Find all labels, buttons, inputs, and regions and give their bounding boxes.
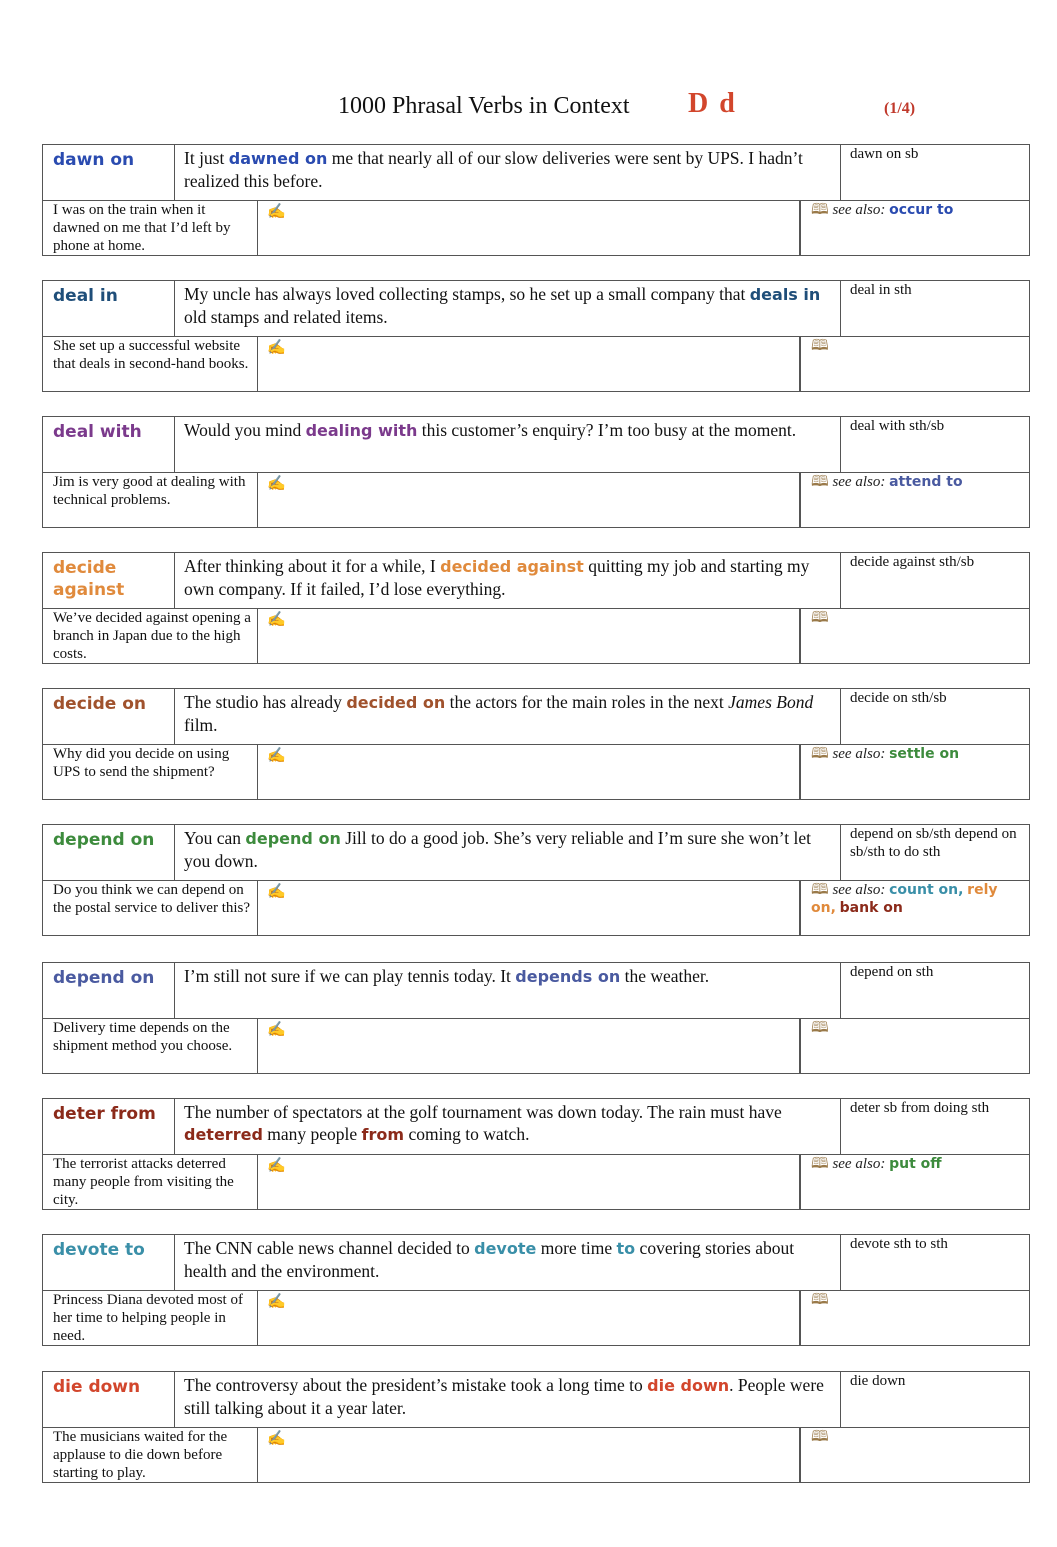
pencil-icon: ✍ bbox=[267, 1020, 286, 1038]
usage-pattern: dawn on sb bbox=[841, 144, 1030, 201]
sentence-text: coming to watch. bbox=[404, 1124, 530, 1144]
sentence-text: this customer’s enquiry? I’m too busy at the moment. bbox=[417, 420, 797, 440]
phrasal-verb: depend on bbox=[42, 962, 174, 1019]
highlighted-verb: depends on bbox=[515, 967, 621, 986]
sentence-text: . People were still talking about it a year later. bbox=[184, 1375, 824, 1418]
sentence-text: You can bbox=[184, 828, 246, 848]
sentence-text: film. bbox=[184, 715, 218, 735]
book-icon: 🕮 bbox=[811, 1429, 829, 1445]
see-also-verb[interactable]: rely on, bbox=[811, 882, 998, 916]
entry-0 bbox=[42, 144, 1030, 256]
entry-9 bbox=[42, 1371, 1030, 1483]
book-icon: 🕮 bbox=[811, 610, 829, 626]
see-also-verb[interactable]: bank on bbox=[839, 900, 903, 916]
entry-bottom-row bbox=[42, 337, 1030, 392]
entry-bottom-row bbox=[42, 201, 1030, 256]
pencil-icon: ✍ bbox=[267, 610, 286, 628]
see-also bbox=[800, 201, 1030, 256]
highlighted-verb: deterred bbox=[184, 1125, 263, 1144]
example-sentence: Why did you decide on using UPS to send the shipment? bbox=[42, 745, 257, 800]
see-also bbox=[800, 1019, 1030, 1074]
sentence-text: The CNN cable news channel decided to bbox=[184, 1238, 475, 1258]
example-sentence: We’ve decided against opening a branch in Japan due to the high costs. bbox=[42, 609, 257, 664]
entry-4 bbox=[42, 688, 1030, 800]
film-title: James Bond bbox=[728, 692, 814, 712]
see-also-verb[interactable]: count on, bbox=[889, 882, 964, 898]
pencil-icon: ✍ bbox=[267, 1429, 286, 1447]
sentence-text: the actors for the main roles in the next bbox=[445, 692, 729, 712]
entry-8 bbox=[42, 1234, 1030, 1346]
book-icon: 🕮 bbox=[811, 882, 829, 898]
see-also bbox=[800, 1291, 1030, 1346]
phrasal-verb: decide on bbox=[42, 688, 174, 745]
see-also-verb[interactable]: put off bbox=[889, 1156, 942, 1172]
see-also bbox=[800, 1428, 1030, 1483]
see-also-label: see also: bbox=[832, 882, 886, 898]
highlighted-verb: depend on bbox=[245, 829, 341, 848]
notes-field[interactable] bbox=[257, 609, 800, 664]
entry-bottom-row bbox=[42, 881, 1030, 936]
entry-bottom-row bbox=[42, 609, 1030, 664]
entry-top-row bbox=[42, 552, 1030, 609]
sentence-text: many people bbox=[262, 1124, 362, 1144]
entry-bottom-row bbox=[42, 1428, 1030, 1483]
pencil-icon: ✍ bbox=[267, 746, 286, 764]
highlighted-verb: dealing with bbox=[305, 421, 418, 440]
phrasal-verb: decide against bbox=[42, 552, 174, 609]
highlighted-verb: devote bbox=[474, 1239, 537, 1258]
context-sentence bbox=[174, 1234, 841, 1291]
book-icon: 🕮 bbox=[811, 202, 829, 218]
entry-top-row bbox=[42, 962, 1030, 1019]
usage-pattern: decide against sth/sb bbox=[841, 552, 1030, 609]
see-also bbox=[800, 881, 1030, 936]
pencil-icon: ✍ bbox=[267, 338, 286, 356]
see-also-label: see also: bbox=[832, 202, 886, 218]
entry-6 bbox=[42, 962, 1030, 1074]
context-sentence bbox=[174, 280, 841, 337]
pencil-icon: ✍ bbox=[267, 202, 286, 220]
see-also bbox=[800, 337, 1030, 392]
see-also-verb[interactable]: attend to bbox=[889, 474, 963, 490]
see-also bbox=[800, 1155, 1030, 1210]
phrasal-verb: deal in bbox=[42, 280, 174, 337]
entry-top-row bbox=[42, 280, 1030, 337]
phrasal-verb: die down bbox=[42, 1371, 174, 1428]
phrasal-verb: deal with bbox=[42, 416, 174, 473]
usage-pattern: deal in sth bbox=[841, 280, 1030, 337]
context-sentence bbox=[174, 1098, 841, 1155]
see-also-label: see also: bbox=[832, 746, 886, 762]
entry-top-row bbox=[42, 416, 1030, 473]
book-icon: 🕮 bbox=[811, 1292, 829, 1308]
context-sentence bbox=[174, 416, 841, 473]
entry-top-row bbox=[42, 1371, 1030, 1428]
pencil-icon: ✍ bbox=[267, 882, 286, 900]
entry-1 bbox=[42, 280, 1030, 392]
example-sentence: She set up a successful website that deals in second-hand books. bbox=[42, 337, 257, 392]
entry-top-row bbox=[42, 1098, 1030, 1155]
entry-bottom-row bbox=[42, 1155, 1030, 1210]
sentence-text: After thinking about it for a while, I bbox=[184, 556, 441, 576]
book-icon: 🕮 bbox=[811, 474, 829, 490]
phrasal-verb: dawn on bbox=[42, 144, 174, 201]
entry-top-row bbox=[42, 824, 1030, 881]
sentence-text: quitting my job and starting my own company. If it failed, I’d lose everything. bbox=[184, 556, 810, 599]
phrasal-verb: depend on bbox=[42, 824, 174, 881]
entry-bottom-row bbox=[42, 745, 1030, 800]
highlighted-verb: die down bbox=[647, 1376, 730, 1395]
sentence-text: Jill to do a good job. She’s very reliable and I’m sure she won’t let you down. bbox=[184, 828, 811, 871]
sentence-text: I’m still not sure if we can play tennis today. It bbox=[184, 966, 516, 986]
notes-field[interactable] bbox=[257, 881, 800, 936]
example-sentence: The terrorist attacks deterred many people from visiting the city. bbox=[42, 1155, 257, 1210]
context-sentence bbox=[174, 144, 841, 201]
pencil-icon: ✍ bbox=[267, 1292, 286, 1310]
example-sentence: Princess Diana devoted most of her time to helping people in need. bbox=[42, 1291, 257, 1346]
pencil-icon: ✍ bbox=[267, 474, 286, 492]
entry-bottom-row bbox=[42, 473, 1030, 528]
highlighted-verb: to bbox=[616, 1239, 636, 1258]
book-icon: 🕮 bbox=[811, 746, 829, 762]
book-icon: 🕮 bbox=[811, 1156, 829, 1172]
usage-pattern: depend on sth bbox=[841, 962, 1030, 1019]
page-number: (1/4) bbox=[884, 100, 916, 117]
sentence-text: the weather. bbox=[620, 966, 710, 986]
see-also bbox=[800, 473, 1030, 528]
see-also-label: see also: bbox=[832, 1156, 886, 1172]
notes-field[interactable] bbox=[257, 337, 800, 392]
phrasal-verb: deter from bbox=[42, 1098, 174, 1155]
title-letters: D d bbox=[688, 88, 737, 119]
example-sentence: Delivery time depends on the shipment method you choose. bbox=[42, 1019, 257, 1074]
notes-field[interactable] bbox=[257, 1428, 800, 1483]
highlighted-verb: deals in bbox=[749, 285, 821, 304]
sentence-text: Would you mind bbox=[184, 420, 306, 440]
sentence-text: The controversy about the president’s mistake took a long time to bbox=[184, 1375, 648, 1395]
sentence-text: more time bbox=[536, 1238, 617, 1258]
context-sentence bbox=[174, 688, 841, 745]
usage-pattern: deter sb from doing sth bbox=[841, 1098, 1030, 1155]
highlighted-verb: decided on bbox=[346, 693, 446, 712]
usage-pattern: decide on sth/sb bbox=[841, 688, 1030, 745]
sentence-text: old stamps and related items. bbox=[184, 307, 388, 327]
notes-field[interactable] bbox=[257, 1291, 800, 1346]
book-icon: 🕮 bbox=[811, 338, 829, 354]
notes-field[interactable] bbox=[257, 1155, 800, 1210]
example-sentence: I was on the train when it dawned on me that I’d left by phone at home. bbox=[42, 201, 257, 256]
see-also bbox=[800, 745, 1030, 800]
see-also bbox=[800, 609, 1030, 664]
entry-2 bbox=[42, 416, 1030, 528]
context-sentence bbox=[174, 552, 841, 609]
sentence-text: It just bbox=[184, 148, 229, 168]
usage-pattern: die down bbox=[841, 1371, 1030, 1428]
context-sentence bbox=[174, 1371, 841, 1428]
usage-pattern: deal with sth/sb bbox=[841, 416, 1030, 473]
see-also-verb[interactable]: settle on bbox=[889, 746, 960, 762]
notes-field[interactable] bbox=[257, 201, 800, 256]
example-sentence: The musicians waited for the applause to die down before starting to play. bbox=[42, 1428, 257, 1483]
phrasal-verb: devote to bbox=[42, 1234, 174, 1291]
sentence-text: The studio has already bbox=[184, 692, 347, 712]
sentence-text: The number of spectators at the golf tournament was down today. The rain must have bbox=[184, 1102, 782, 1122]
notes-field[interactable] bbox=[257, 473, 800, 528]
title-text: 1000 Phrasal Verbs in Context bbox=[338, 93, 630, 119]
sentence-text: me that nearly all of our slow deliveries were sent by UPS. I hadn’t realized this before. bbox=[184, 148, 803, 191]
notes-field[interactable] bbox=[257, 745, 800, 800]
entry-bottom-row bbox=[42, 1291, 1030, 1346]
entry-5 bbox=[42, 824, 1030, 936]
example-sentence: Jim is very good at dealing with technical problems. bbox=[42, 473, 257, 528]
context-sentence bbox=[174, 824, 841, 881]
example-sentence: Do you think we can depend on the postal service to deliver this? bbox=[42, 881, 257, 936]
entry-3 bbox=[42, 552, 1030, 664]
book-icon: 🕮 bbox=[811, 1020, 829, 1036]
notes-field[interactable] bbox=[257, 1019, 800, 1074]
entry-top-row bbox=[42, 1234, 1030, 1291]
pencil-icon: ✍ bbox=[267, 1156, 286, 1174]
sentence-text: covering stories about health and the environment. bbox=[184, 1238, 795, 1281]
highlighted-verb: from bbox=[361, 1125, 405, 1144]
highlighted-verb: decided against bbox=[440, 557, 584, 576]
usage-pattern: devote sth to sth bbox=[841, 1234, 1030, 1291]
page-title bbox=[0, 88, 1057, 124]
sentence-text: My uncle has always loved collecting stamps, so he set up a small company that bbox=[184, 284, 750, 304]
context-sentence bbox=[174, 962, 841, 1019]
entry-top-row bbox=[42, 144, 1030, 201]
see-also-verb[interactable]: occur to bbox=[889, 202, 954, 218]
entry-top-row bbox=[42, 688, 1030, 745]
entry-bottom-row bbox=[42, 1019, 1030, 1074]
usage-pattern: depend on sb/sth depend on sb/sth to do sth bbox=[841, 824, 1030, 881]
see-also-label: see also: bbox=[832, 474, 886, 490]
entry-7 bbox=[42, 1098, 1030, 1210]
highlighted-verb: dawned on bbox=[228, 149, 328, 168]
